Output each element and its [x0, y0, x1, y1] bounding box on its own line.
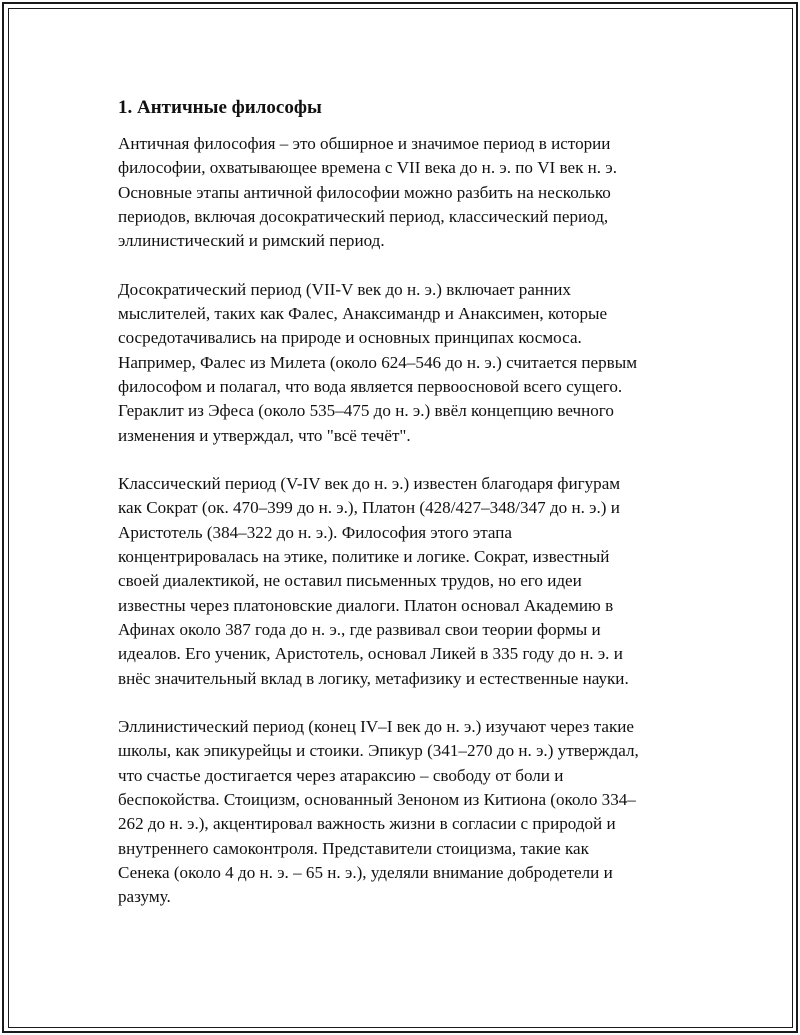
text-line: концентрировалась на этике, политике и логике. Сократ, известный — [118, 547, 610, 567]
text-line: философом и полагал, что вода является первоосновой всего сущего. — [118, 376, 623, 396]
text-line: Афинах около 387 года до н. э., где развивал свои теории формы и — [118, 619, 601, 639]
paragraph-classical — [118, 472, 683, 691]
text-line: как Сократ (ок. 470–399 до н. э.), Платон (428/427–348/347 до н. э.) и — [118, 498, 620, 518]
text-line: своей диалектикой, не оставил письменных трудов, но его идеи — [118, 571, 582, 591]
document-body — [118, 96, 683, 934]
paragraph-intro — [118, 132, 683, 253]
text-line: изменения и утверждал, что "всё течёт". — [118, 425, 411, 445]
text-line: Эллинистический период (конец IV–I век до н. э.) изучают через такие — [118, 717, 635, 737]
text-line: разуму. — [118, 887, 171, 907]
text-line: Классический период (V-IV век до н. э.) известен благодаря фигурам — [118, 474, 621, 494]
text-line: периодов, включая досократический период, классический период, — [118, 206, 609, 226]
text-line: Античная философия – это обширное и значимое период в истории — [118, 134, 611, 153]
text-line: эллинистический и римский период. — [118, 231, 385, 251]
text-line: внутреннего самоконтроля. Представители стоицизма, такие как — [118, 838, 589, 858]
text-line: Досократический период (VII-V век до н. э.) включает ранних — [118, 279, 571, 299]
section-heading: 1. Античные философы — [118, 97, 322, 118]
text-line: Например, Фалес из Милета (около 624–546 до н. э.) считается первым — [118, 352, 638, 372]
text-line: школы, как эпикурейцы и стоики. Эпикур (341–270 до н. э.) утверждал, — [118, 741, 639, 761]
text-line: Гераклит из Эфеса (около 535–475 до н. э.) ввёл концепцию вечного — [118, 401, 614, 421]
text-line: известны через платоновские диалоги. Платон основал Академию в — [118, 595, 614, 615]
text-line: идеалов. Его ученик, Аристотель, основал Ликей в 335 году до н. э. и — [118, 644, 623, 664]
text-line: Сенека (около 4 до н. э. – 65 н. э.), уделяли внимание добродетели и — [118, 862, 613, 882]
text-line: Основные этапы античной философии можно разбить на несколько — [118, 182, 611, 202]
text-line: мыслителей, таких как Фалес, Анаксимандр и Анаксимен, которые — [118, 304, 608, 324]
text-line: 262 до н. э.), акцентировал важность жизни в согласии с природой и — [118, 814, 616, 834]
paragraph-hellenistic — [118, 715, 683, 909]
text-line: сосредотачивались на природе и основных принципах космоса. — [118, 328, 582, 348]
text-line: внёс значительный вклад в логику, метафизику и естественные науки. — [118, 668, 629, 688]
text-line: Аристотель (384–322 до н. э.). Философия этого этапа — [118, 522, 512, 542]
text-line: что счастье достигается через атараксию – свободу от боли и — [118, 765, 564, 785]
paragraph-presocratic — [118, 278, 683, 448]
text-line: беспокойства. Стоицизм, основанный Зеноном из Китиона (около 334– — [118, 790, 636, 810]
text-line: философии, охватывающее времена с VII века до н. э. по VI век н. э. — [118, 158, 617, 178]
